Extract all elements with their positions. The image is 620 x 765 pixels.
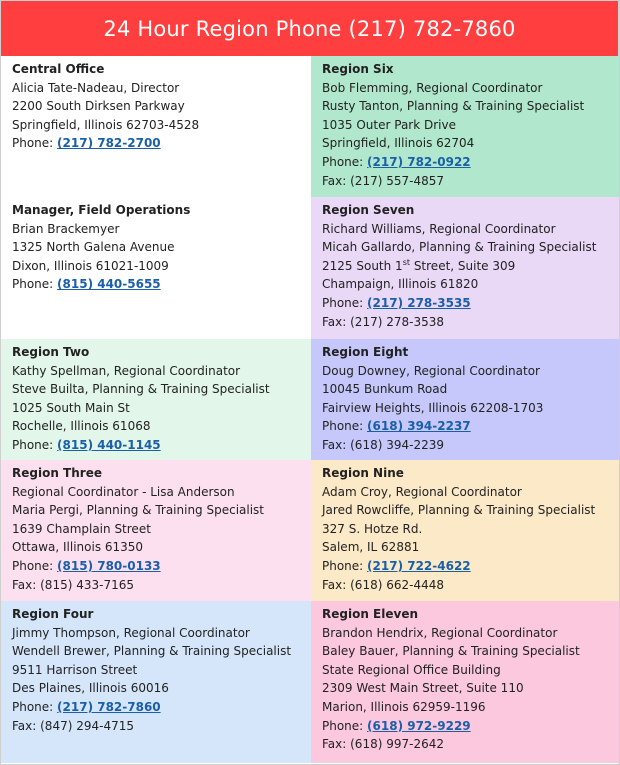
fax-label: Fax: [322, 737, 351, 752]
phone-line [12, 698, 300, 717]
phone-label: Phone: [12, 437, 58, 452]
phone-label: Phone: [322, 419, 368, 434]
office-card-region-three [1, 460, 311, 601]
office-detail-line: 1325 North Galena Avenue [12, 240, 175, 255]
office-detail-line: Champaign, Illinois 61820 [322, 277, 479, 292]
phone-line [322, 717, 608, 736]
fax-line [322, 313, 608, 332]
fax-line [322, 735, 608, 754]
office-detail-line: 2309 West Main Street, Suite 110 [322, 681, 524, 696]
office-detail-line: Alicia Tate-Nadeau, Director [12, 80, 180, 95]
office-detail-line: Fairview Heights, Illinois 62208-1703 [322, 400, 544, 415]
phone-label: Phone: [322, 295, 368, 310]
office-title: Region Three [12, 466, 102, 480]
fax-number: (618) 662-4448 [350, 577, 444, 592]
phone-line [322, 557, 608, 576]
office-detail-line: Bob Flemming, Regional Coordinator [322, 80, 543, 95]
phone-label: Phone: [12, 699, 58, 714]
phone-label: Phone: [322, 154, 368, 169]
fax-line [322, 172, 608, 191]
office-card-region-four [1, 601, 311, 763]
phone-link[interactable]: (815) 780-0133 [57, 558, 161, 573]
office-detail-line: Richard Williams, Regional Coordinator [322, 221, 556, 236]
office-title: Manager, Field Operations [12, 203, 191, 217]
office-detail-line: Marion, Illinois 62959-1196 [322, 699, 486, 714]
office-detail-line: Baley Bauer, Planning & Training Specialist [322, 644, 580, 659]
office-detail-line: Doug Downey, Regional Coordinator [322, 363, 540, 378]
fax-label: Fax: [322, 437, 351, 452]
office-detail-line: Kathy Spellman, Regional Coordinator [12, 363, 241, 378]
office-detail-line: Salem, IL 62881 [322, 540, 420, 555]
office-detail-line: 327 S. Hotze Rd. [322, 521, 423, 536]
office-title: Region Four [12, 607, 94, 621]
office-detail-line: Brian Brackemyer [12, 221, 120, 236]
office-card-region-seven [311, 197, 619, 339]
office-card-manager-field-operations [1, 197, 311, 339]
office-detail-line: Dixon, Illinois 61021-1009 [12, 258, 169, 273]
fax-line [12, 717, 300, 736]
fax-line [12, 576, 300, 595]
fax-label: Fax: [12, 718, 41, 733]
office-detail-line: State Regional Office Building [322, 662, 501, 677]
phone-link[interactable]: (217) 278-3535 [367, 295, 471, 310]
office-detail-line: 1025 South Main St [12, 400, 130, 415]
office-card-region-eleven [311, 601, 619, 763]
office-detail-line: Maria Pergi, Planning & Training Specialist [12, 503, 265, 518]
office-detail-line: Springfield, Illinois 62704 [322, 136, 475, 151]
fax-label: Fax: [12, 577, 41, 592]
phone-link[interactable]: (618) 394-2237 [367, 419, 471, 434]
phone-link[interactable]: (815) 440-5655 [57, 277, 161, 292]
office-detail-line: Ottawa, Illinois 61350 [12, 540, 144, 555]
phone-link[interactable]: (217) 782-7860 [57, 699, 161, 714]
page-title: 24 Hour Region Phone (217) 782-7860 [1, 1, 618, 56]
office-card-central-office [1, 56, 311, 197]
phone-line [12, 134, 300, 153]
office-detail-line: 9511 Harrison Street [12, 662, 138, 677]
fax-number: (618) 997-2642 [350, 737, 444, 752]
fax-line [322, 436, 608, 455]
phone-label: Phone: [322, 718, 368, 733]
fax-label: Fax: [322, 577, 351, 592]
fax-number: (217) 557-4857 [350, 173, 444, 188]
office-detail-line: Springfield, Illinois 62703-4528 [12, 117, 200, 132]
office-title: Region Seven [322, 203, 415, 217]
phone-link[interactable]: (618) 972-9229 [367, 718, 471, 733]
office-detail-line: Rusty Tanton, Planning & Training Specialist [322, 99, 585, 114]
office-detail-line: 2200 South Dirksen Parkway [12, 99, 185, 114]
office-detail-line: Jared Rowcliffe, Planning & Training Specialist [322, 503, 596, 518]
phone-line [12, 557, 300, 576]
phone-link[interactable]: (815) 440-1145 [57, 437, 161, 452]
office-detail-line: Jimmy Thompson, Regional Coordinator [12, 625, 250, 640]
office-detail-line: 1035 Outer Park Drive [322, 117, 456, 132]
fax-number: (217) 278-3538 [350, 314, 444, 329]
office-detail-line: 2125 South 1st Street, Suite 309 [322, 257, 516, 273]
office-detail-line: Regional Coordinator - Lisa Anderson [12, 484, 235, 499]
phone-line [322, 417, 608, 436]
phone-link[interactable]: (217) 722-4622 [367, 558, 471, 573]
fax-number: (618) 394-2239 [350, 437, 444, 452]
phone-line [322, 294, 608, 313]
office-title: Region Eight [322, 345, 409, 359]
office-detail-line: Rochelle, Illinois 61068 [12, 419, 151, 434]
office-detail-line: 1639 Champlain Street [12, 521, 151, 536]
phone-label: Phone: [12, 277, 58, 292]
office-detail-line: Steve Builta, Planning & Training Specialist [12, 382, 270, 397]
office-detail-line: Brandon Hendrix, Regional Coordinator [322, 625, 558, 640]
fax-label: Fax: [322, 314, 351, 329]
phone-line [322, 153, 608, 172]
phone-label: Phone: [322, 558, 368, 573]
office-detail-line: Des Plaines, Illinois 60016 [12, 681, 169, 696]
fax-label: Fax: [322, 173, 351, 188]
office-card-region-two [1, 339, 311, 460]
office-detail-line: Wendell Brewer, Planning & Training Specialist [12, 644, 292, 659]
office-grid [1, 56, 618, 763]
phone-label: Phone: [12, 136, 58, 151]
office-title: Region Two [12, 345, 90, 359]
office-card-region-eight [311, 339, 619, 460]
fax-line [322, 576, 608, 595]
phone-line [12, 436, 300, 455]
office-card-region-nine [311, 460, 619, 601]
phone-link[interactable]: (217) 782-2700 [57, 136, 161, 151]
fax-number: (847) 294-4715 [40, 718, 134, 733]
phone-label: Phone: [12, 558, 58, 573]
office-title: Central Office [12, 62, 105, 76]
office-title: Region Eleven [322, 607, 418, 621]
phone-link[interactable]: (217) 782-0922 [367, 154, 471, 169]
office-detail-line: Micah Gallardo, Planning & Training Specialist [322, 240, 597, 255]
office-title: Region Nine [322, 466, 404, 480]
phone-line [12, 275, 300, 294]
office-detail-line: Adam Croy, Regional Coordinator [322, 484, 522, 499]
office-card-region-six [311, 56, 619, 197]
office-title: Region Six [322, 62, 394, 76]
office-detail-line: 10045 Bunkum Road [322, 382, 448, 397]
fax-number: (815) 433-7165 [40, 577, 134, 592]
